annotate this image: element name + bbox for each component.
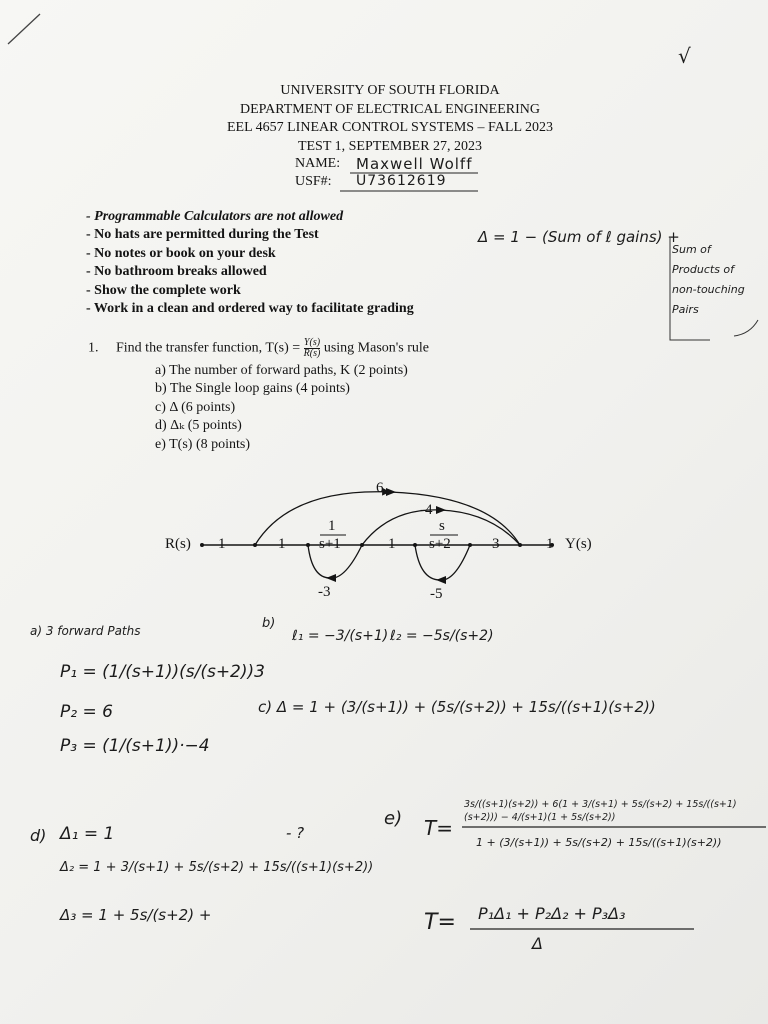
delta-1: Δ₁ = 1 <box>60 824 115 844</box>
question-number: 1. <box>88 340 99 356</box>
loop-label: -3 <box>318 584 331 600</box>
arrowhead <box>436 506 446 514</box>
part-c-delta: c) Δ = 1 + (3/(s+1)) + (5s/(s+2)) + 15s/((s+1)(s+2)) <box>258 698 656 716</box>
test-title: TEST 1, SEPTEMBER 27, 2023 <box>297 138 483 154</box>
box-line: Sum of <box>672 243 711 256</box>
rule-item: - Show the complete work <box>86 282 241 298</box>
part-e-label: e) <box>384 808 403 829</box>
branch-gain-denominator: s+2 <box>429 536 451 552</box>
fraction-denominator: R(s) <box>303 348 321 359</box>
forward-path-p2: P₂ = 6 <box>60 702 113 722</box>
rule-item: - Programmable Calculators are not allowed <box>86 209 344 224</box>
branch-gain-numerator: s <box>439 518 445 534</box>
rule-item: - No notes or book on your desk <box>86 245 276 261</box>
fraction-numerator: Y(s) <box>303 337 321 348</box>
t-denominator: 1 + (3/(s+1)) + 5s/(s+2) + 15s/((s+1)(s+2)) <box>476 836 722 849</box>
course-title: EEL 4657 LINEAR CONTROL SYSTEMS – FALL 2023 <box>226 120 553 136</box>
part-item: d) Δₖ (5 points) <box>155 418 242 434</box>
branch-gain: 1 <box>278 536 286 552</box>
part-item: a) The number of forward paths, K (2 points) <box>155 363 408 378</box>
output-label: Y(s) <box>565 536 592 552</box>
t-symbol-2: T= <box>424 910 456 935</box>
t-general-fraction-bar <box>470 928 696 931</box>
corner-check-mark: √ <box>678 44 691 68</box>
part-b-label: b) <box>262 616 276 631</box>
branch-gain-numerator: 1 <box>328 518 336 534</box>
branch-gain: 1 <box>546 536 554 552</box>
t-fraction-bar <box>462 826 768 829</box>
question-suffix: using Mason's rule <box>323 340 430 356</box>
name-label: NAME: <box>295 156 341 171</box>
arrowhead <box>386 488 396 496</box>
delta-3: Δ₃ = 1 + 5s/(s+2) + <box>60 906 212 924</box>
t-general-denominator: Δ <box>532 934 543 953</box>
rule-item: - No hats are permitted during the Test <box>86 227 319 243</box>
branch-gain-denominator: s+1 <box>319 536 341 552</box>
forward-path-p3: P₃ = (1/(s+1))·−4 <box>60 736 210 756</box>
part-item: c) Δ (6 points) <box>155 399 236 415</box>
usf-label: USF#: <box>295 174 332 189</box>
loop-gain-l2: ℓ₂ = −5s/(s+2) <box>390 628 494 644</box>
arc-label-mid: -4 <box>420 502 433 518</box>
delta-definition-note: Δ = 1 − (Sum of ℓ gains) + <box>478 228 680 246</box>
usf-value: U73612619 <box>356 173 447 189</box>
part-item: b) The Single loop gains (4 points) <box>155 381 350 397</box>
loop-gain-l1: ℓ₁ = −3/(s+1) <box>292 628 389 644</box>
rule-item: - Work in a clean and ordered way to facilitate grading <box>86 301 414 317</box>
forward-path-p1: P₁ = (1/(s+1))(s/(s+2))3 <box>60 662 265 682</box>
branch-gain: 1 <box>388 536 396 552</box>
question-prefix: Find the transfer function, T(s) = <box>116 340 301 356</box>
branch-gain: 3 <box>492 536 500 552</box>
arc-label-top: 6 <box>376 480 384 496</box>
department-name: DEPARTMENT OF ELECTRICAL ENGINEERING <box>239 101 541 117</box>
box-line: Products of <box>672 263 735 276</box>
arrowhead <box>326 574 336 582</box>
t-symbol: T= <box>424 816 453 840</box>
t-numerator: 3s/((s+1)(s+2)) + 6(1 + 3/(s+1) + 5s/(s+2) + 15s/((s+1)(s+2))) − 4/(s+1)(1 + 5s/(s+2)) <box>464 799 737 823</box>
box-line: Pairs <box>672 303 699 316</box>
part-item: e) T(s) (8 points) <box>155 436 250 452</box>
loop-label: -5 <box>430 586 443 602</box>
part-a-title: a) 3 forward Paths <box>30 624 141 638</box>
delta-question: - ? <box>286 824 305 842</box>
part-d-label: d) <box>30 826 47 845</box>
delta-2: Δ₂ = 1 + 3/(s+1) + 5s/(s+2) + 15s/((s+1)(s+2)) <box>60 860 374 875</box>
t-general-numerator: P₁Δ₁ + P₂Δ₂ + P₃Δ₃ <box>478 904 626 923</box>
rule-item: - No bathroom breaks allowed <box>86 264 267 280</box>
arrowhead <box>436 576 446 584</box>
box-line: non-touching <box>672 283 745 296</box>
branch-gain: 1 <box>218 536 226 552</box>
name-value: Maxwell Wolff <box>356 155 473 173</box>
input-label: R(s) <box>165 536 191 552</box>
university-name: UNIVERSITY OF SOUTH FLORIDA <box>280 83 500 98</box>
node <box>200 543 204 547</box>
